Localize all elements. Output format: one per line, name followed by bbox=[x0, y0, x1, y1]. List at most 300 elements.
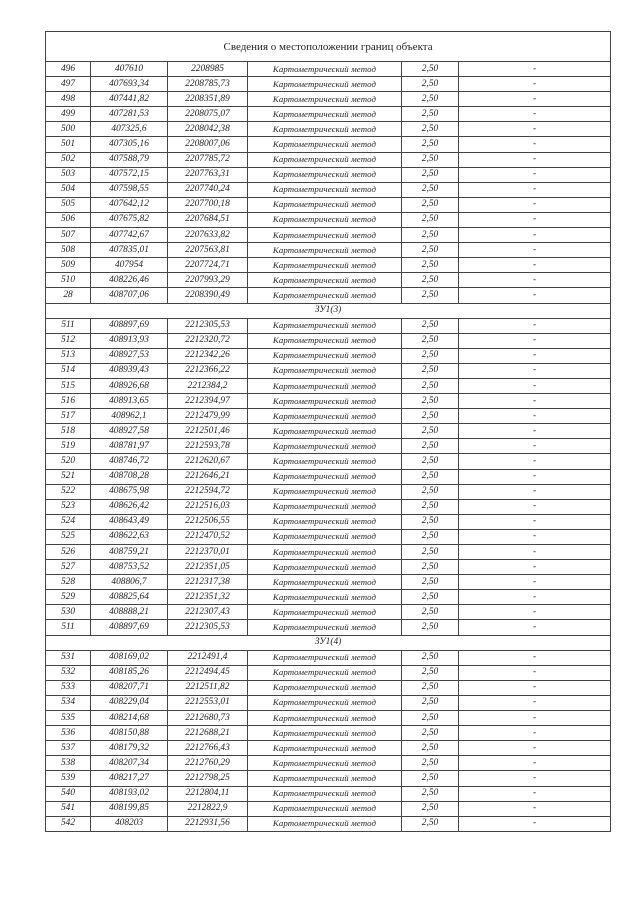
table-row bbox=[46, 650, 611, 665]
coord-x: 408169,02 bbox=[91, 650, 168, 665]
method-cell: Картометрический метод bbox=[248, 363, 402, 378]
coord-y: 2212506,55 bbox=[168, 514, 248, 529]
method-cell: Картометрический метод bbox=[248, 409, 402, 424]
table-row bbox=[46, 92, 611, 107]
coord-x: 407598,55 bbox=[91, 182, 168, 197]
description-cell: - bbox=[459, 801, 611, 816]
point-number: 516 bbox=[46, 394, 91, 409]
coord-x: 407441,82 bbox=[91, 92, 168, 107]
section-row bbox=[46, 303, 611, 318]
table-row bbox=[46, 363, 611, 378]
method-cell: Картометрический метод bbox=[248, 182, 402, 197]
description-cell: - bbox=[459, 545, 611, 560]
accuracy-cell: 2,50 bbox=[402, 348, 459, 363]
method-cell: Картометрический метод bbox=[248, 197, 402, 212]
table-row bbox=[46, 484, 611, 499]
point-number: 515 bbox=[46, 378, 91, 393]
coord-x: 408825,64 bbox=[91, 590, 168, 605]
accuracy-cell: 2,50 bbox=[402, 212, 459, 227]
method-cell: Картометрический метод bbox=[248, 620, 402, 635]
coord-y: 2212766,43 bbox=[168, 741, 248, 756]
table-row bbox=[46, 514, 611, 529]
accuracy-cell: 2,50 bbox=[402, 137, 459, 152]
table-row bbox=[46, 318, 611, 333]
method-cell: Картометрический метод bbox=[248, 484, 402, 499]
coord-y: 2207724,71 bbox=[168, 258, 248, 273]
point-number: 531 bbox=[46, 650, 91, 665]
method-cell: Картометрический метод bbox=[248, 228, 402, 243]
coord-y: 2208075,07 bbox=[168, 107, 248, 122]
description-cell: - bbox=[459, 348, 611, 363]
table-row bbox=[46, 212, 611, 227]
description-cell: - bbox=[459, 333, 611, 348]
coord-y: 2208042,38 bbox=[168, 122, 248, 137]
coord-y: 2212491,4 bbox=[168, 650, 248, 665]
coord-y: 2212798,25 bbox=[168, 771, 248, 786]
point-number: 534 bbox=[46, 695, 91, 710]
table-row bbox=[46, 756, 611, 771]
description-cell: - bbox=[459, 182, 611, 197]
accuracy-cell: 2,50 bbox=[402, 771, 459, 786]
description-cell: - bbox=[459, 560, 611, 575]
coord-y: 2212394,97 bbox=[168, 394, 248, 409]
description-cell: - bbox=[459, 107, 611, 122]
table-row bbox=[46, 726, 611, 741]
coord-x: 408708,28 bbox=[91, 469, 168, 484]
description-cell: - bbox=[459, 122, 611, 137]
table-row bbox=[46, 545, 611, 560]
method-cell: Картометрический метод bbox=[248, 107, 402, 122]
coord-x: 408759,21 bbox=[91, 545, 168, 560]
coord-y: 2212307,43 bbox=[168, 605, 248, 620]
description-cell: - bbox=[459, 394, 611, 409]
method-cell: Картометрический метод bbox=[248, 756, 402, 771]
point-number: 506 bbox=[46, 212, 91, 227]
accuracy-cell: 2,50 bbox=[402, 394, 459, 409]
coord-x: 408643,49 bbox=[91, 514, 168, 529]
description-cell: - bbox=[459, 212, 611, 227]
accuracy-cell: 2,50 bbox=[402, 197, 459, 212]
accuracy-cell: 2,50 bbox=[402, 620, 459, 635]
method-cell: Картометрический метод bbox=[248, 560, 402, 575]
coord-x: 408185,26 bbox=[91, 665, 168, 680]
accuracy-cell: 2,50 bbox=[402, 786, 459, 801]
point-number: 509 bbox=[46, 258, 91, 273]
accuracy-cell: 2,50 bbox=[402, 469, 459, 484]
coord-y: 2207785,72 bbox=[168, 152, 248, 167]
boundary-table bbox=[45, 31, 611, 832]
description-cell: - bbox=[459, 726, 611, 741]
accuracy-cell: 2,50 bbox=[402, 439, 459, 454]
method-cell: Картометрический метод bbox=[248, 711, 402, 726]
coord-y: 2212351,32 bbox=[168, 590, 248, 605]
point-number: 523 bbox=[46, 499, 91, 514]
coord-y: 2207633,82 bbox=[168, 228, 248, 243]
coord-y: 2208785,73 bbox=[168, 77, 248, 92]
coord-x: 407588,79 bbox=[91, 152, 168, 167]
method-cell: Картометрический метод bbox=[248, 77, 402, 92]
coord-y: 2207700,18 bbox=[168, 197, 248, 212]
method-cell: Картометрический метод bbox=[248, 273, 402, 288]
section-label: ЗУ1(3) bbox=[46, 303, 611, 318]
method-cell: Картометрический метод bbox=[248, 243, 402, 258]
coord-x: 408927,53 bbox=[91, 348, 168, 363]
coord-y: 2212594,72 bbox=[168, 484, 248, 499]
coord-y: 2212822,9 bbox=[168, 801, 248, 816]
accuracy-cell: 2,50 bbox=[402, 499, 459, 514]
coord-x: 408207,34 bbox=[91, 756, 168, 771]
coord-x: 407610 bbox=[91, 62, 168, 77]
table-row bbox=[46, 273, 611, 288]
accuracy-cell: 2,50 bbox=[402, 77, 459, 92]
table-row bbox=[46, 786, 611, 801]
description-cell: - bbox=[459, 771, 611, 786]
point-number: 504 bbox=[46, 182, 91, 197]
accuracy-cell: 2,50 bbox=[402, 288, 459, 303]
method-cell: Картометрический метод bbox=[248, 605, 402, 620]
accuracy-cell: 2,50 bbox=[402, 605, 459, 620]
title-row bbox=[46, 32, 611, 62]
description-cell: - bbox=[459, 62, 611, 77]
coord-y: 2212553,01 bbox=[168, 695, 248, 710]
method-cell: Картометрический метод bbox=[248, 741, 402, 756]
description-cell: - bbox=[459, 484, 611, 499]
method-cell: Картометрический метод bbox=[248, 348, 402, 363]
point-number: 537 bbox=[46, 741, 91, 756]
method-cell: Картометрический метод bbox=[248, 92, 402, 107]
point-number: 503 bbox=[46, 167, 91, 182]
method-cell: Картометрический метод bbox=[248, 439, 402, 454]
coord-y: 2212501,46 bbox=[168, 424, 248, 439]
point-number: 536 bbox=[46, 726, 91, 741]
coord-x: 407572,15 bbox=[91, 167, 168, 182]
table-body bbox=[46, 32, 611, 832]
description-cell: - bbox=[459, 378, 611, 393]
method-cell: Картометрический метод bbox=[248, 695, 402, 710]
description-cell: - bbox=[459, 575, 611, 590]
method-cell: Картометрический метод bbox=[248, 665, 402, 680]
method-cell: Картометрический метод bbox=[248, 258, 402, 273]
description-cell: - bbox=[459, 695, 611, 710]
method-cell: Картометрический метод bbox=[248, 786, 402, 801]
coord-x: 407675,82 bbox=[91, 212, 168, 227]
table-row bbox=[46, 816, 611, 831]
accuracy-cell: 2,50 bbox=[402, 122, 459, 137]
accuracy-cell: 2,50 bbox=[402, 62, 459, 77]
method-cell: Картометрический метод bbox=[248, 212, 402, 227]
description-cell: - bbox=[459, 680, 611, 695]
accuracy-cell: 2,50 bbox=[402, 484, 459, 499]
point-number: 518 bbox=[46, 424, 91, 439]
description-cell: - bbox=[459, 741, 611, 756]
table-row bbox=[46, 620, 611, 635]
accuracy-cell: 2,50 bbox=[402, 167, 459, 182]
accuracy-cell: 2,50 bbox=[402, 545, 459, 560]
coord-y: 2212370,01 bbox=[168, 545, 248, 560]
table-row bbox=[46, 575, 611, 590]
coord-x: 408897,69 bbox=[91, 318, 168, 333]
coordinates-sheet bbox=[45, 31, 610, 832]
table-row bbox=[46, 197, 611, 212]
point-number: 522 bbox=[46, 484, 91, 499]
coord-y: 2212305,53 bbox=[168, 620, 248, 635]
point-number: 502 bbox=[46, 152, 91, 167]
accuracy-cell: 2,50 bbox=[402, 107, 459, 122]
accuracy-cell: 2,50 bbox=[402, 529, 459, 544]
coord-y: 2212804,11 bbox=[168, 786, 248, 801]
description-cell: - bbox=[459, 756, 611, 771]
accuracy-cell: 2,50 bbox=[402, 258, 459, 273]
method-cell: Картометрический метод bbox=[248, 424, 402, 439]
description-cell: - bbox=[459, 620, 611, 635]
coord-x: 408806,7 bbox=[91, 575, 168, 590]
coord-y: 2212384,2 bbox=[168, 378, 248, 393]
coord-x: 407642,12 bbox=[91, 197, 168, 212]
method-cell: Картометрический метод bbox=[248, 378, 402, 393]
coord-y: 2212320,72 bbox=[168, 333, 248, 348]
method-cell: Картометрический метод bbox=[248, 499, 402, 514]
table-row bbox=[46, 167, 611, 182]
table-row bbox=[46, 348, 611, 363]
point-number: 541 bbox=[46, 801, 91, 816]
coord-y: 2212511,82 bbox=[168, 680, 248, 695]
point-number: 498 bbox=[46, 92, 91, 107]
coord-x: 407281,53 bbox=[91, 107, 168, 122]
accuracy-cell: 2,50 bbox=[402, 152, 459, 167]
coord-y: 2212760,29 bbox=[168, 756, 248, 771]
point-number: 511 bbox=[46, 318, 91, 333]
point-number: 497 bbox=[46, 77, 91, 92]
table-row bbox=[46, 439, 611, 454]
accuracy-cell: 2,50 bbox=[402, 243, 459, 258]
description-cell: - bbox=[459, 499, 611, 514]
coord-y: 2207684,51 bbox=[168, 212, 248, 227]
point-number: 513 bbox=[46, 348, 91, 363]
description-cell: - bbox=[459, 92, 611, 107]
coord-x: 408675,98 bbox=[91, 484, 168, 499]
accuracy-cell: 2,50 bbox=[402, 680, 459, 695]
description-cell: - bbox=[459, 424, 611, 439]
coord-y: 2208007,06 bbox=[168, 137, 248, 152]
table-row bbox=[46, 62, 611, 77]
coord-x: 408888,21 bbox=[91, 605, 168, 620]
coord-y: 2212479,99 bbox=[168, 409, 248, 424]
point-number: 520 bbox=[46, 454, 91, 469]
method-cell: Картометрический метод bbox=[248, 167, 402, 182]
table-row bbox=[46, 333, 611, 348]
accuracy-cell: 2,50 bbox=[402, 665, 459, 680]
description-cell: - bbox=[459, 469, 611, 484]
method-cell: Картометрический метод bbox=[248, 514, 402, 529]
method-cell: Картометрический метод bbox=[248, 469, 402, 484]
accuracy-cell: 2,50 bbox=[402, 228, 459, 243]
coord-x: 407325,6 bbox=[91, 122, 168, 137]
point-number: 507 bbox=[46, 228, 91, 243]
coord-x: 408214,68 bbox=[91, 711, 168, 726]
method-cell: Картометрический метод bbox=[248, 318, 402, 333]
point-number: 514 bbox=[46, 363, 91, 378]
accuracy-cell: 2,50 bbox=[402, 695, 459, 710]
method-cell: Картометрический метод bbox=[248, 333, 402, 348]
point-number: 540 bbox=[46, 786, 91, 801]
description-cell: - bbox=[459, 273, 611, 288]
coord-y: 2212516,03 bbox=[168, 499, 248, 514]
coord-y: 2208351,89 bbox=[168, 92, 248, 107]
coord-x: 408927,58 bbox=[91, 424, 168, 439]
accuracy-cell: 2,50 bbox=[402, 363, 459, 378]
accuracy-cell: 2,50 bbox=[402, 333, 459, 348]
coord-x: 408179,32 bbox=[91, 741, 168, 756]
accuracy-cell: 2,50 bbox=[402, 650, 459, 665]
point-number: 519 bbox=[46, 439, 91, 454]
coord-x: 408150,88 bbox=[91, 726, 168, 741]
coord-x: 408622,63 bbox=[91, 529, 168, 544]
table-row bbox=[46, 258, 611, 273]
point-number: 510 bbox=[46, 273, 91, 288]
coord-y: 2212305,53 bbox=[168, 318, 248, 333]
description-cell: - bbox=[459, 650, 611, 665]
description-cell: - bbox=[459, 786, 611, 801]
coord-x: 408926,68 bbox=[91, 378, 168, 393]
accuracy-cell: 2,50 bbox=[402, 741, 459, 756]
accuracy-cell: 2,50 bbox=[402, 454, 459, 469]
coord-y: 2212494,45 bbox=[168, 665, 248, 680]
table-row bbox=[46, 243, 611, 258]
method-cell: Картометрический метод bbox=[248, 288, 402, 303]
coord-x: 407954 bbox=[91, 258, 168, 273]
point-number: 521 bbox=[46, 469, 91, 484]
method-cell: Картометрический метод bbox=[248, 137, 402, 152]
coord-y: 2212342,26 bbox=[168, 348, 248, 363]
accuracy-cell: 2,50 bbox=[402, 590, 459, 605]
method-cell: Картометрический метод bbox=[248, 122, 402, 137]
method-cell: Картометрический метод bbox=[248, 801, 402, 816]
point-number: 524 bbox=[46, 514, 91, 529]
coord-x: 408193,02 bbox=[91, 786, 168, 801]
table-row bbox=[46, 137, 611, 152]
accuracy-cell: 2,50 bbox=[402, 92, 459, 107]
coord-x: 408203 bbox=[91, 816, 168, 831]
coord-x: 408229,04 bbox=[91, 695, 168, 710]
method-cell: Картометрический метод bbox=[248, 650, 402, 665]
coord-y: 2212470,52 bbox=[168, 529, 248, 544]
coord-y: 2207763,31 bbox=[168, 167, 248, 182]
description-cell: - bbox=[459, 288, 611, 303]
table-row bbox=[46, 801, 611, 816]
accuracy-cell: 2,50 bbox=[402, 424, 459, 439]
description-cell: - bbox=[459, 439, 611, 454]
description-cell: - bbox=[459, 152, 611, 167]
accuracy-cell: 2,50 bbox=[402, 514, 459, 529]
point-number: 28 bbox=[46, 288, 91, 303]
description-cell: - bbox=[459, 454, 611, 469]
table-row bbox=[46, 499, 611, 514]
coord-y: 2207563,81 bbox=[168, 243, 248, 258]
point-number: 500 bbox=[46, 122, 91, 137]
point-number: 526 bbox=[46, 545, 91, 560]
description-cell: - bbox=[459, 590, 611, 605]
point-number: 542 bbox=[46, 816, 91, 831]
description-cell: - bbox=[459, 228, 611, 243]
point-number: 535 bbox=[46, 711, 91, 726]
accuracy-cell: 2,50 bbox=[402, 711, 459, 726]
coord-y: 2207993,29 bbox=[168, 273, 248, 288]
method-cell: Картометрический метод bbox=[248, 152, 402, 167]
point-number: 505 bbox=[46, 197, 91, 212]
coord-y: 2212688,21 bbox=[168, 726, 248, 741]
description-cell: - bbox=[459, 197, 611, 212]
description-cell: - bbox=[459, 258, 611, 273]
coord-y: 2207740,24 bbox=[168, 182, 248, 197]
coord-x: 408913,65 bbox=[91, 394, 168, 409]
point-number: 499 bbox=[46, 107, 91, 122]
method-cell: Картометрический метод bbox=[248, 394, 402, 409]
accuracy-cell: 2,50 bbox=[402, 378, 459, 393]
table-row bbox=[46, 394, 611, 409]
method-cell: Картометрический метод bbox=[248, 62, 402, 77]
table-row bbox=[46, 665, 611, 680]
coord-x: 408753,52 bbox=[91, 560, 168, 575]
description-cell: - bbox=[459, 318, 611, 333]
table-row bbox=[46, 590, 611, 605]
accuracy-cell: 2,50 bbox=[402, 801, 459, 816]
table-row bbox=[46, 741, 611, 756]
point-number: 527 bbox=[46, 560, 91, 575]
table-row bbox=[46, 107, 611, 122]
accuracy-cell: 2,50 bbox=[402, 273, 459, 288]
coord-x: 407742,67 bbox=[91, 228, 168, 243]
description-cell: - bbox=[459, 409, 611, 424]
accuracy-cell: 2,50 bbox=[402, 816, 459, 831]
table-row bbox=[46, 560, 611, 575]
point-number: 528 bbox=[46, 575, 91, 590]
coord-y: 2212646,21 bbox=[168, 469, 248, 484]
section-row bbox=[46, 635, 611, 650]
description-cell: - bbox=[459, 77, 611, 92]
coord-x: 408217,27 bbox=[91, 771, 168, 786]
table-row bbox=[46, 454, 611, 469]
coord-y: 2212593,78 bbox=[168, 439, 248, 454]
point-number: 508 bbox=[46, 243, 91, 258]
description-cell: - bbox=[459, 711, 611, 726]
description-cell: - bbox=[459, 816, 611, 831]
description-cell: - bbox=[459, 243, 611, 258]
table-row bbox=[46, 77, 611, 92]
point-number: 517 bbox=[46, 409, 91, 424]
accuracy-cell: 2,50 bbox=[402, 726, 459, 741]
table-row bbox=[46, 152, 611, 167]
coord-x: 408746,72 bbox=[91, 454, 168, 469]
table-row bbox=[46, 182, 611, 197]
description-cell: - bbox=[459, 363, 611, 378]
coord-x: 407305,16 bbox=[91, 137, 168, 152]
description-cell: - bbox=[459, 137, 611, 152]
accuracy-cell: 2,50 bbox=[402, 409, 459, 424]
description-cell: - bbox=[459, 605, 611, 620]
coord-x: 408939,43 bbox=[91, 363, 168, 378]
accuracy-cell: 2,50 bbox=[402, 318, 459, 333]
accuracy-cell: 2,50 bbox=[402, 182, 459, 197]
coord-x: 408707,06 bbox=[91, 288, 168, 303]
point-number: 530 bbox=[46, 605, 91, 620]
table-row bbox=[46, 605, 611, 620]
table-row bbox=[46, 409, 611, 424]
coord-y: 2208985 bbox=[168, 62, 248, 77]
table-row bbox=[46, 771, 611, 786]
point-number: 511 bbox=[46, 620, 91, 635]
coord-y: 2212620,67 bbox=[168, 454, 248, 469]
method-cell: Картометрический метод bbox=[248, 590, 402, 605]
